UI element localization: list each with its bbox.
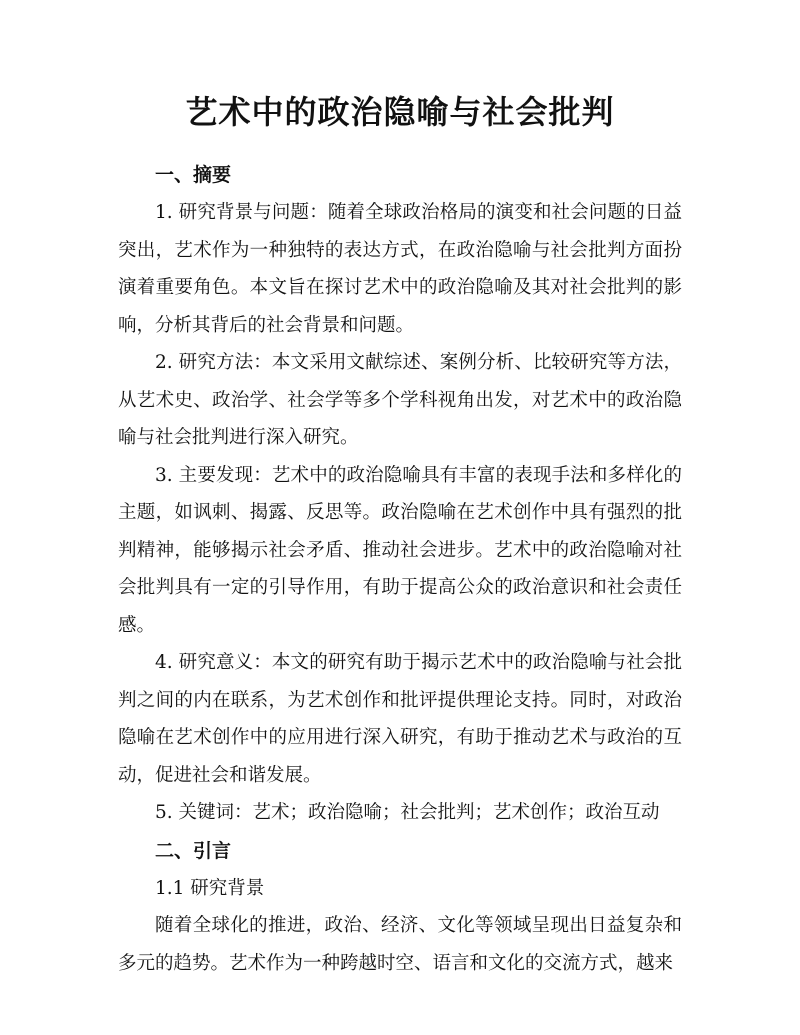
section-heading-abstract: 一、摘要 [155, 164, 232, 186]
section-heading-introduction: 二、引言 [155, 839, 232, 862]
subsection-heading-background: 1.1 研究背景 [155, 877, 265, 899]
abstract-paragraph-significance: 4. 研究意义：本文的研究有助于揭示艺术中的政治隐喻与社会批判之间的内在联系，为艺术创作和批评提供理论支持。同时，对政治隐喻在艺术创作中的应用进行深入研究，有助于推动艺术与政治的互动，促进社会和谐发展。 [118, 652, 682, 786]
introduction-section [118, 832, 682, 983]
abstract-paragraph-methods: 2. 研究方法：本文采用文献综述、案例分析、比较研究等方法，从艺术史、政治学、社会学等多个学科视角出发，对艺术中的政治隐喻与社会批判进行深入研究。 [118, 352, 682, 448]
abstract-paragraph-background: 1. 研究背景与问题：随着全球政治格局的演变和社会问题的日益突出，艺术作为一种独特的表达方式，在政治隐喻与社会批判方面扮演着重要角色。本文旨在探讨艺术中的政治隐喻及其对社会批判的影响，分析其背后的社会背景和问题。 [118, 202, 682, 336]
introduction-paragraph: 随着全球化的推进，政治、经济、文化等领域呈现出日益复杂和多元的趋势。艺术作为一种跨越时空、语言和文化的交流方式，越来 [118, 915, 682, 974]
abstract-paragraph-findings: 3. 主要发现：艺术中的政治隐喻具有丰富的表现手法和多样化的主题，如讽刺、揭露、反思等。政治隐喻在艺术创作中具有强烈的批判精神，能够揭示社会矛盾、推动社会进步。艺术中的政治隐喻对社会批判具有一定的引导作用，有助于提高公众的政治意识和社会责任感。 [118, 464, 682, 636]
abstract-section [118, 156, 682, 832]
document-title: 艺术中的政治隐喻与社会批判 [185, 93, 615, 131]
abstract-paragraph-keywords: 5. 关键词：艺术；政治隐喻；社会批判；艺术创作；政治互动 [155, 802, 660, 823]
